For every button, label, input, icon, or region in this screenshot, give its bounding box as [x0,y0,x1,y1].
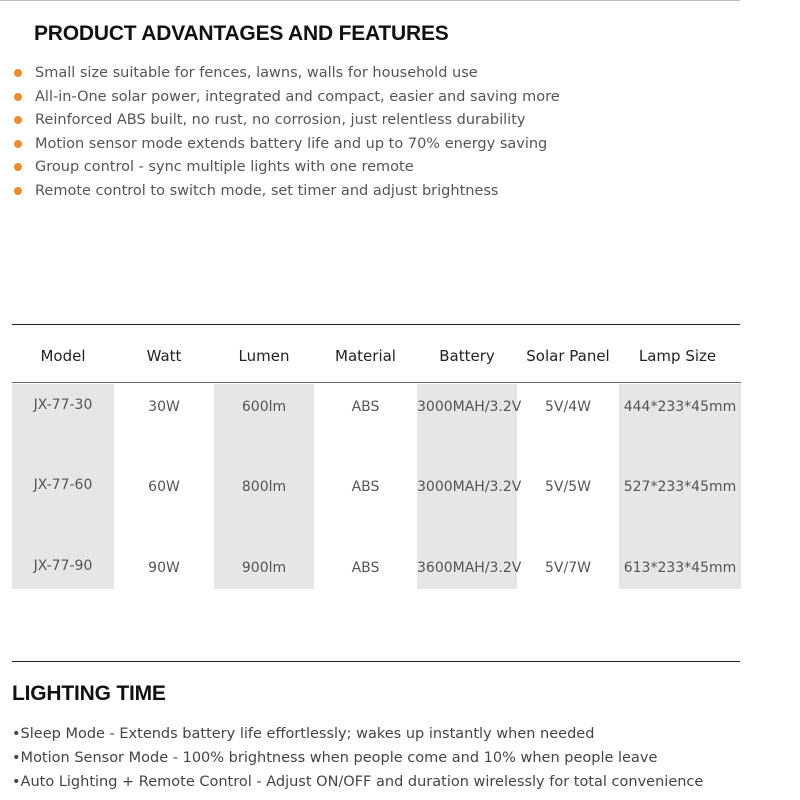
col-header-solar-panel: Solar Panel [526,347,610,365]
lighting-list [12,724,703,796]
feature-text: All-in-One solar power, integrated and compact, easier and saving more [35,88,560,105]
cell-solar-panel: 5V/4W [545,399,591,415]
col-header-battery: Battery [439,347,495,365]
feature-item [14,110,560,134]
cell-lumen: 900lm [241,560,287,576]
feature-text: Motion sensor mode extends battery life and up to 70% energy saving [35,135,548,152]
top-divider [0,0,740,1]
features-title: PRODUCT ADVANTAGES AND FEATURES [34,22,449,45]
cell-watt: 90W [148,560,180,576]
table-header-row [12,325,741,383]
cell-material: ABS [351,479,380,495]
bullet-icon [14,187,22,195]
cell-lamp-size: 527*233*45mm [623,479,737,495]
feature-text: Group control - sync multiple lights with one remote [35,159,414,175]
cell-solar-panel: 5V/7W [545,560,591,576]
cell-watt: 60W [148,479,180,495]
lighting-item: •Motion Sensor Mode - 100% brightness when people come and 10% when people leave [12,750,658,766]
feature-text: Reinforced ABS built, no rust, no corrosion, just relentless durability [35,112,526,128]
cell-lamp-size: 444*233*45mm [623,399,737,415]
lighting-title: LIGHTING TIME [12,682,166,705]
feature-item [14,181,560,205]
bullet-icon [14,93,22,101]
cell-model: JX-77-30 [33,397,93,413]
cell-battery: 3000MAH/3.2V [417,479,522,495]
lighting-item: •Sleep Mode - Extends battery life effortlessly; wakes up instantly when needed [12,726,595,742]
feature-item [14,87,560,111]
feature-text: Small size suitable for fences, lawns, walls for household use [35,65,478,81]
lighting-divider [12,661,740,662]
bullet-icon [14,163,22,171]
lighting-item: •Auto Lighting + Remote Control - Adjust ON/OFF and duration wirelessly for total convenience [12,774,704,790]
feature-text: Remote control to switch mode, set timer and adjust brightness [35,182,499,199]
cell-model: JX-77-60 [33,477,93,493]
cell-solar-panel: 5V/5W [545,479,591,495]
feature-item [14,157,560,181]
cell-lumen: 800lm [241,479,287,495]
features-list [14,63,560,204]
col-header-lamp-size: Lamp Size [638,347,717,365]
col-header-model: Model [40,347,86,365]
cell-model: JX-77-90 [33,558,93,574]
feature-item [14,63,560,87]
cell-battery: 3600MAH/3.2V [417,560,522,576]
cell-lamp-size: 613*233*45mm [623,560,737,576]
col-header-material: Material [335,347,396,365]
cell-battery: 3000MAH/3.2V [417,399,522,415]
feature-item [14,134,560,158]
bullet-icon [14,69,22,77]
cell-watt: 30W [148,399,180,415]
col-header-watt: Watt [146,347,182,365]
cell-lumen: 600lm [241,399,287,415]
cell-material: ABS [351,560,380,576]
header-underline [12,382,741,383]
col-header-lumen: Lumen [238,347,290,365]
bullet-icon [14,140,22,148]
bullet-icon [14,116,22,124]
cell-material: ABS [351,399,380,415]
